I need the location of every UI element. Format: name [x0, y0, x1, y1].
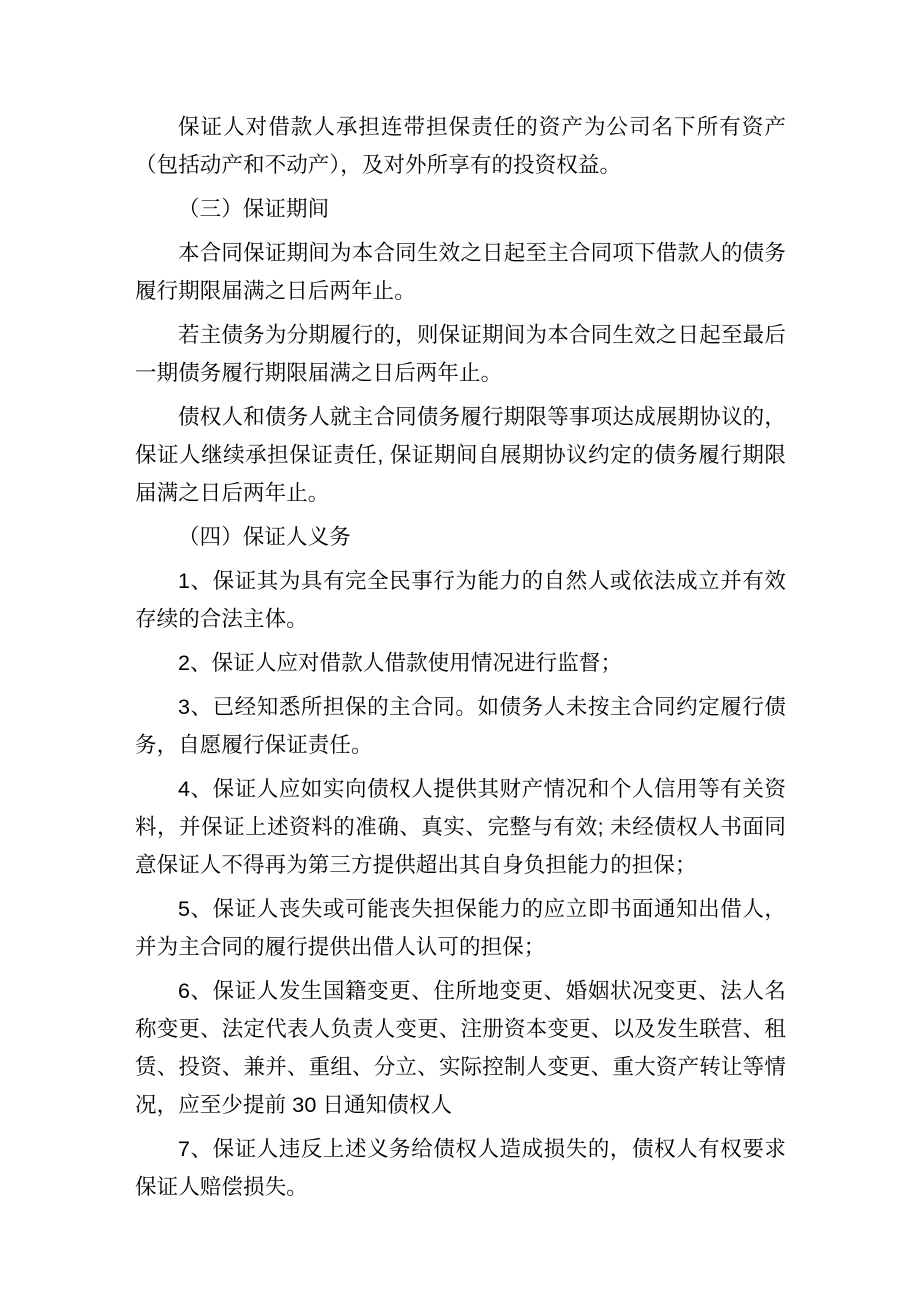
paragraph-obligation-item-7: 7、保证人违反上述义务给债权人造成损失的，债权人有权要求保证人赔偿损失。 — [135, 1137, 786, 1199]
paragraph-guarantee-period-scope: 本合同保证期间为本合同生效之日起至主合同项下借款人的债务履行期限届满之日后两年止。 — [135, 241, 786, 303]
paragraph-obligation-item-4: 4、保证人应如实向债权人提供其财产情况和个人信用等有关资料，并保证上述资料的准确、真实、完整与有效; 未经债权人书面同意保证人不得再为第三方提供超出其自身负担能力的担保； — [135, 777, 786, 877]
paragraph-obligation-item-2: 2、保证人应对借款人借款使用情况进行监督； — [178, 651, 623, 675]
paragraph-obligation-item-3: 3、已经知悉所担保的主合同。如债务人未按主合同约定履行债务，自愿履行保证责任。 — [135, 695, 786, 757]
paragraph-obligation-item-5: 5、保证人丧失或可能丧失担保能力的应立即书面通知出借人，并为主合同的履行提供出借人认可的担保； — [135, 897, 786, 959]
heading-section-three-guarantee-period: （三）保证期间 — [178, 197, 330, 221]
document-text-body — [135, 108, 786, 1206]
paragraph-guarantee-assets: 保证人对借款人承担连带担保责任的资产为公司名下所有资产（包括动产和不动产），及对外所享有的投资权益。 — [135, 115, 786, 177]
paragraph-obligation-item-6: 6、保证人发生国籍变更、住所地变更、婚姻状况变更、法人名称变更、法定代表人负责人变更、注册资本变更、以及发生联营、租赁、投资、兼并、重组、分立、实际控制人变更、重大资产转让等情况，应至少提前 30 日通知债权人 — [135, 979, 786, 1117]
heading-section-four-guarantor-obligations: （四）保证人义务 — [178, 525, 351, 549]
paragraph-installment-performance: 若主债务为分期履行的，则保证期间为本合同生效之日起至最后一期债务履行期限届满之日后两年止。 — [135, 323, 786, 385]
paragraph-obligation-item-1: 1、保证其为具有完全民事行为能力的自然人或依法成立并有效存续的合法主体。 — [135, 569, 786, 631]
paragraph-extension-agreement: 债权人和债务人就主合同债务履行期限等事项达成展期协议的，保证人继续承担保证责任, 保证期间自展期协议约定的债务履行期限届满之日后两年止。 — [135, 405, 786, 505]
